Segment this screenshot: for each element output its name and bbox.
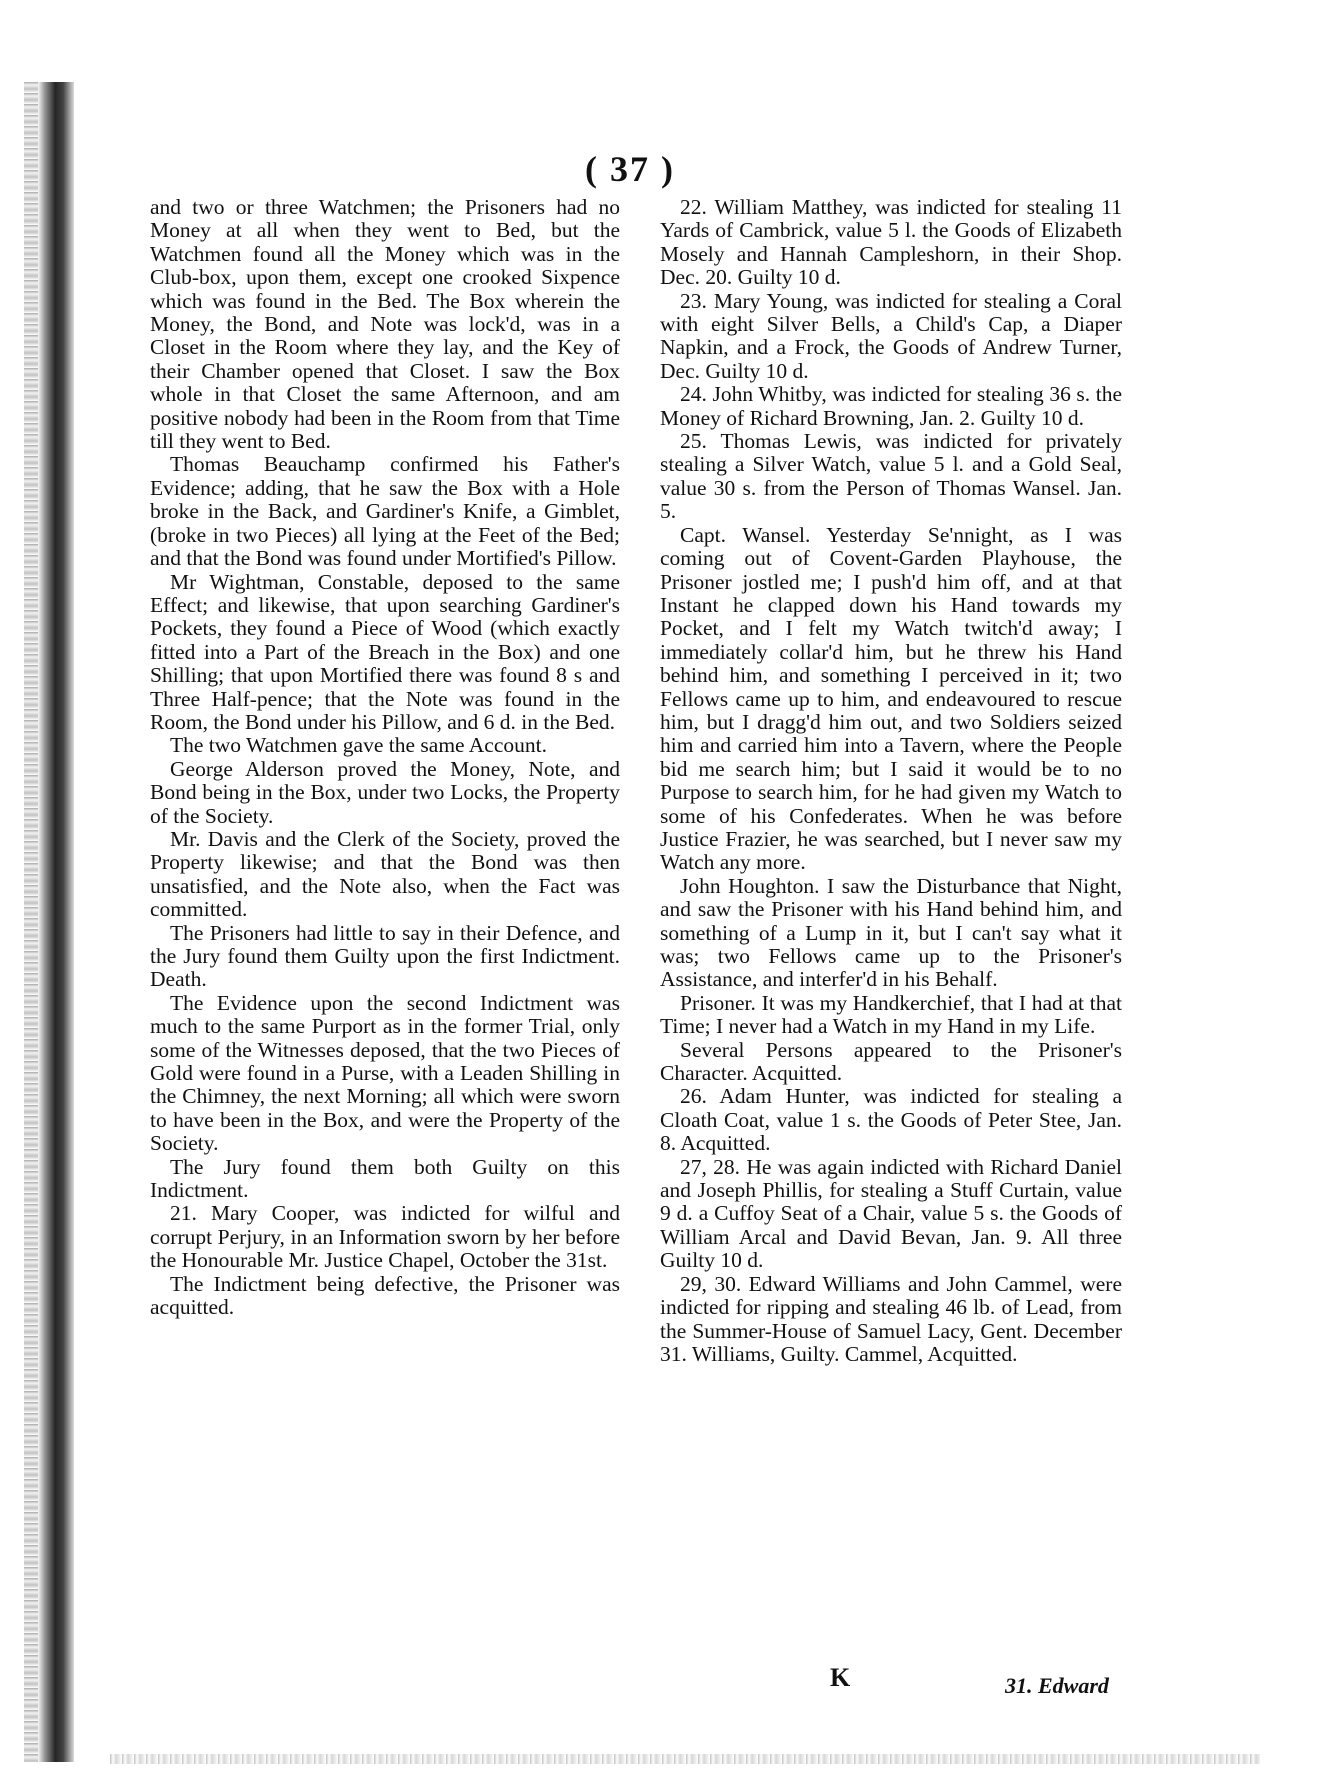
- left-paragraph-9: The Jury found them both Guilty on this Indictment.: [150, 1154, 620, 1203]
- right-paragraph-2: 23. Mary Young, was indicted for stealing a Coral with eight Silver Bells, a Child's Cap, a Diaper Napkin, and a Frock, the Goods of Andrew Turner, Dec. Guilty 10 d.: [660, 288, 1122, 383]
- right-paragraph-3: 24. John Whitby, was indicted for stealing 36 s. the Money of Richard Browning, Jan. 2. Guilty 10 d.: [660, 382, 1122, 430]
- right-paragraph-1: 22. William Matthey, was indicted for stealing 11 Yards of Cambrick, value 5 l. the Goods of Elizabeth Mosely and Hannah Campleshorn, in their Shop. Dec. 20. Guilty 10 d.: [660, 195, 1122, 290]
- left-paragraph-4: The two Watchmen gave the same Account.: [170, 733, 547, 758]
- right-paragraph-6: John Houghton. I saw the Disturbance that Night, and saw the Prisoner with his Hand behind him, and something of a Lump in it, but I can't say what it was; two Fellows came up to the Prisoner's Assistance, and interfer'd in his Behalf.: [660, 873, 1122, 992]
- left-paragraph-3: Mr Wightman, Constable, deposed to the same Effect; and likewise, that upon searching Gardiner's Pockets, they found a Piece of Wood (which exactly fitted into a Part of the Breach in the Box) and one Shilling; that upon Mortified there was found 8 s and Three Half-pence; that the Note was found in the Room, the Bond under his Pillow, and 6 d. in the Bed.: [150, 569, 620, 734]
- page-number: ( 37 ): [585, 149, 675, 189]
- scan-shadow-edge: [38, 82, 74, 1762]
- right-column: [660, 196, 1122, 1366]
- right-paragraph-7: Prisoner. It was my Handkerchief, that I had at that Time; I never had a Watch in my Hand in my Life.: [660, 990, 1122, 1039]
- left-paragraph-8: The Evidence upon the second Indictment was much to the same Purport as in the former Trial, only some of the Witnesses deposed, that the two Pieces of Gold were found in a Purse, with a Leaden Shilling in the Chimney, the next Morning; all which were sworn to have been in the Box, and were the Property of the Society.: [150, 990, 620, 1156]
- right-paragraph-5: Capt. Wansel. Yesterday Se'nnight, as I was coming out of Covent-Garden Playhouse, the Prisoner jostled me; I push'd him off, and at that Instant he clapped down his Hand towards my Pocket, and I felt my Watch twitch'd away; I immediately collar'd him, but he threw his Hand behind him, and something I perceived in it; two Fellows came up to him, and endeavoured to rescue him, but I dragg'd him out, and two Soldiers seized him and carried him into a Tavern, where the People bid me search him; but I said it would be to no Purpose to search him, for he had given my Watch to some of his Confederates. When he was before Justice Frazier, he was searched, but I never saw my Watch any more.: [660, 522, 1122, 875]
- left-column: [150, 196, 620, 1320]
- right-paragraph-9: 26. Adam Hunter, was indicted for stealing a Cloath Coat, value 1 s. the Goods of Peter Stee, Jan. 8. Acquitted.: [660, 1084, 1122, 1156]
- left-paragraph-6: Mr. Davis and the Clerk of the Society, proved the Property likewise; and that the Bond was then unsatisfied, and the Note also, when the Fact was committed.: [150, 826, 620, 922]
- right-paragraph-8: Several Persons appeared to the Prisoner's Character. Acquitted.: [660, 1037, 1122, 1086]
- right-paragraph-10: 27, 28. He was again indicted with Richard Daniel and Joseph Phillis, for stealing a Stuff Curtain, value 9 d. a Cuffoy Seat of a Chair, value 5 s. the Goods of William Arcal and David Bevan, Jan. 9. All three Guilty 10 d.: [660, 1154, 1122, 1273]
- catchword: 31. Edward: [1005, 1673, 1109, 1698]
- signature-mark: K: [830, 1663, 851, 1692]
- left-paragraph-10: 21. Mary Cooper, was indicted for wilful and corrupt Perjury, in an Information sworn by her before the Honourable Mr. Justice Chapel, October the 31st.: [150, 1201, 620, 1273]
- right-paragraph-11: 29, 30. Edward Williams and John Cammel, were indicted for ripping and stealing 46 lb. of Lead, from the Summer-House of Samuel Lacy, Gent. December 31. Williams, Guilty. Cammel, Acquitted.: [660, 1271, 1122, 1366]
- left-paragraph-7: The Prisoners had little to say in their Defence, and the Jury found them Guilty upon the first Indictment. Death.: [150, 920, 620, 992]
- scan-noise-bottom: [110, 1754, 1260, 1764]
- left-paragraph-5: George Alderson proved the Money, Note, and Bond being in the Box, under two Locks, the Property of the Society.: [150, 756, 620, 828]
- left-paragraph-11: The Indictment being defective, the Prisoner was acquitted.: [150, 1271, 620, 1320]
- left-paragraph-1: and two or three Watchmen; the Prisoners had no Money at all when they went to Bed, but the Watchmen found all the Money which was in the Club-box, upon them, except one crooked Sixpence which was found in the Bed. The Box wherein the Money, the Bond, and Note was lock'd, was in a Closet in the Room where they lay, and the Key of their Chamber opened that Closet. I saw the Box whole in that Closet the same Afternoon, and am positive nobody had been in the Room from that Time till they went to Bed.: [150, 195, 620, 454]
- right-paragraph-4: 25. Thomas Lewis, was indicted for privately stealing a Silver Watch, value 5 l. and a Gold Seal, value 30 s. from the Person of Thomas Wansel. Jan. 5.: [660, 429, 1122, 524]
- left-paragraph-2: Thomas Beauchamp confirmed his Father's Evidence; adding, that he saw the Box with a Hole broke in the Back, and Gardiner's Knife, a Gimblet, (broke in two Pieces) all lying at the Feet of the Bed; and that the Bond was found under Mortified's Pillow.: [150, 452, 620, 571]
